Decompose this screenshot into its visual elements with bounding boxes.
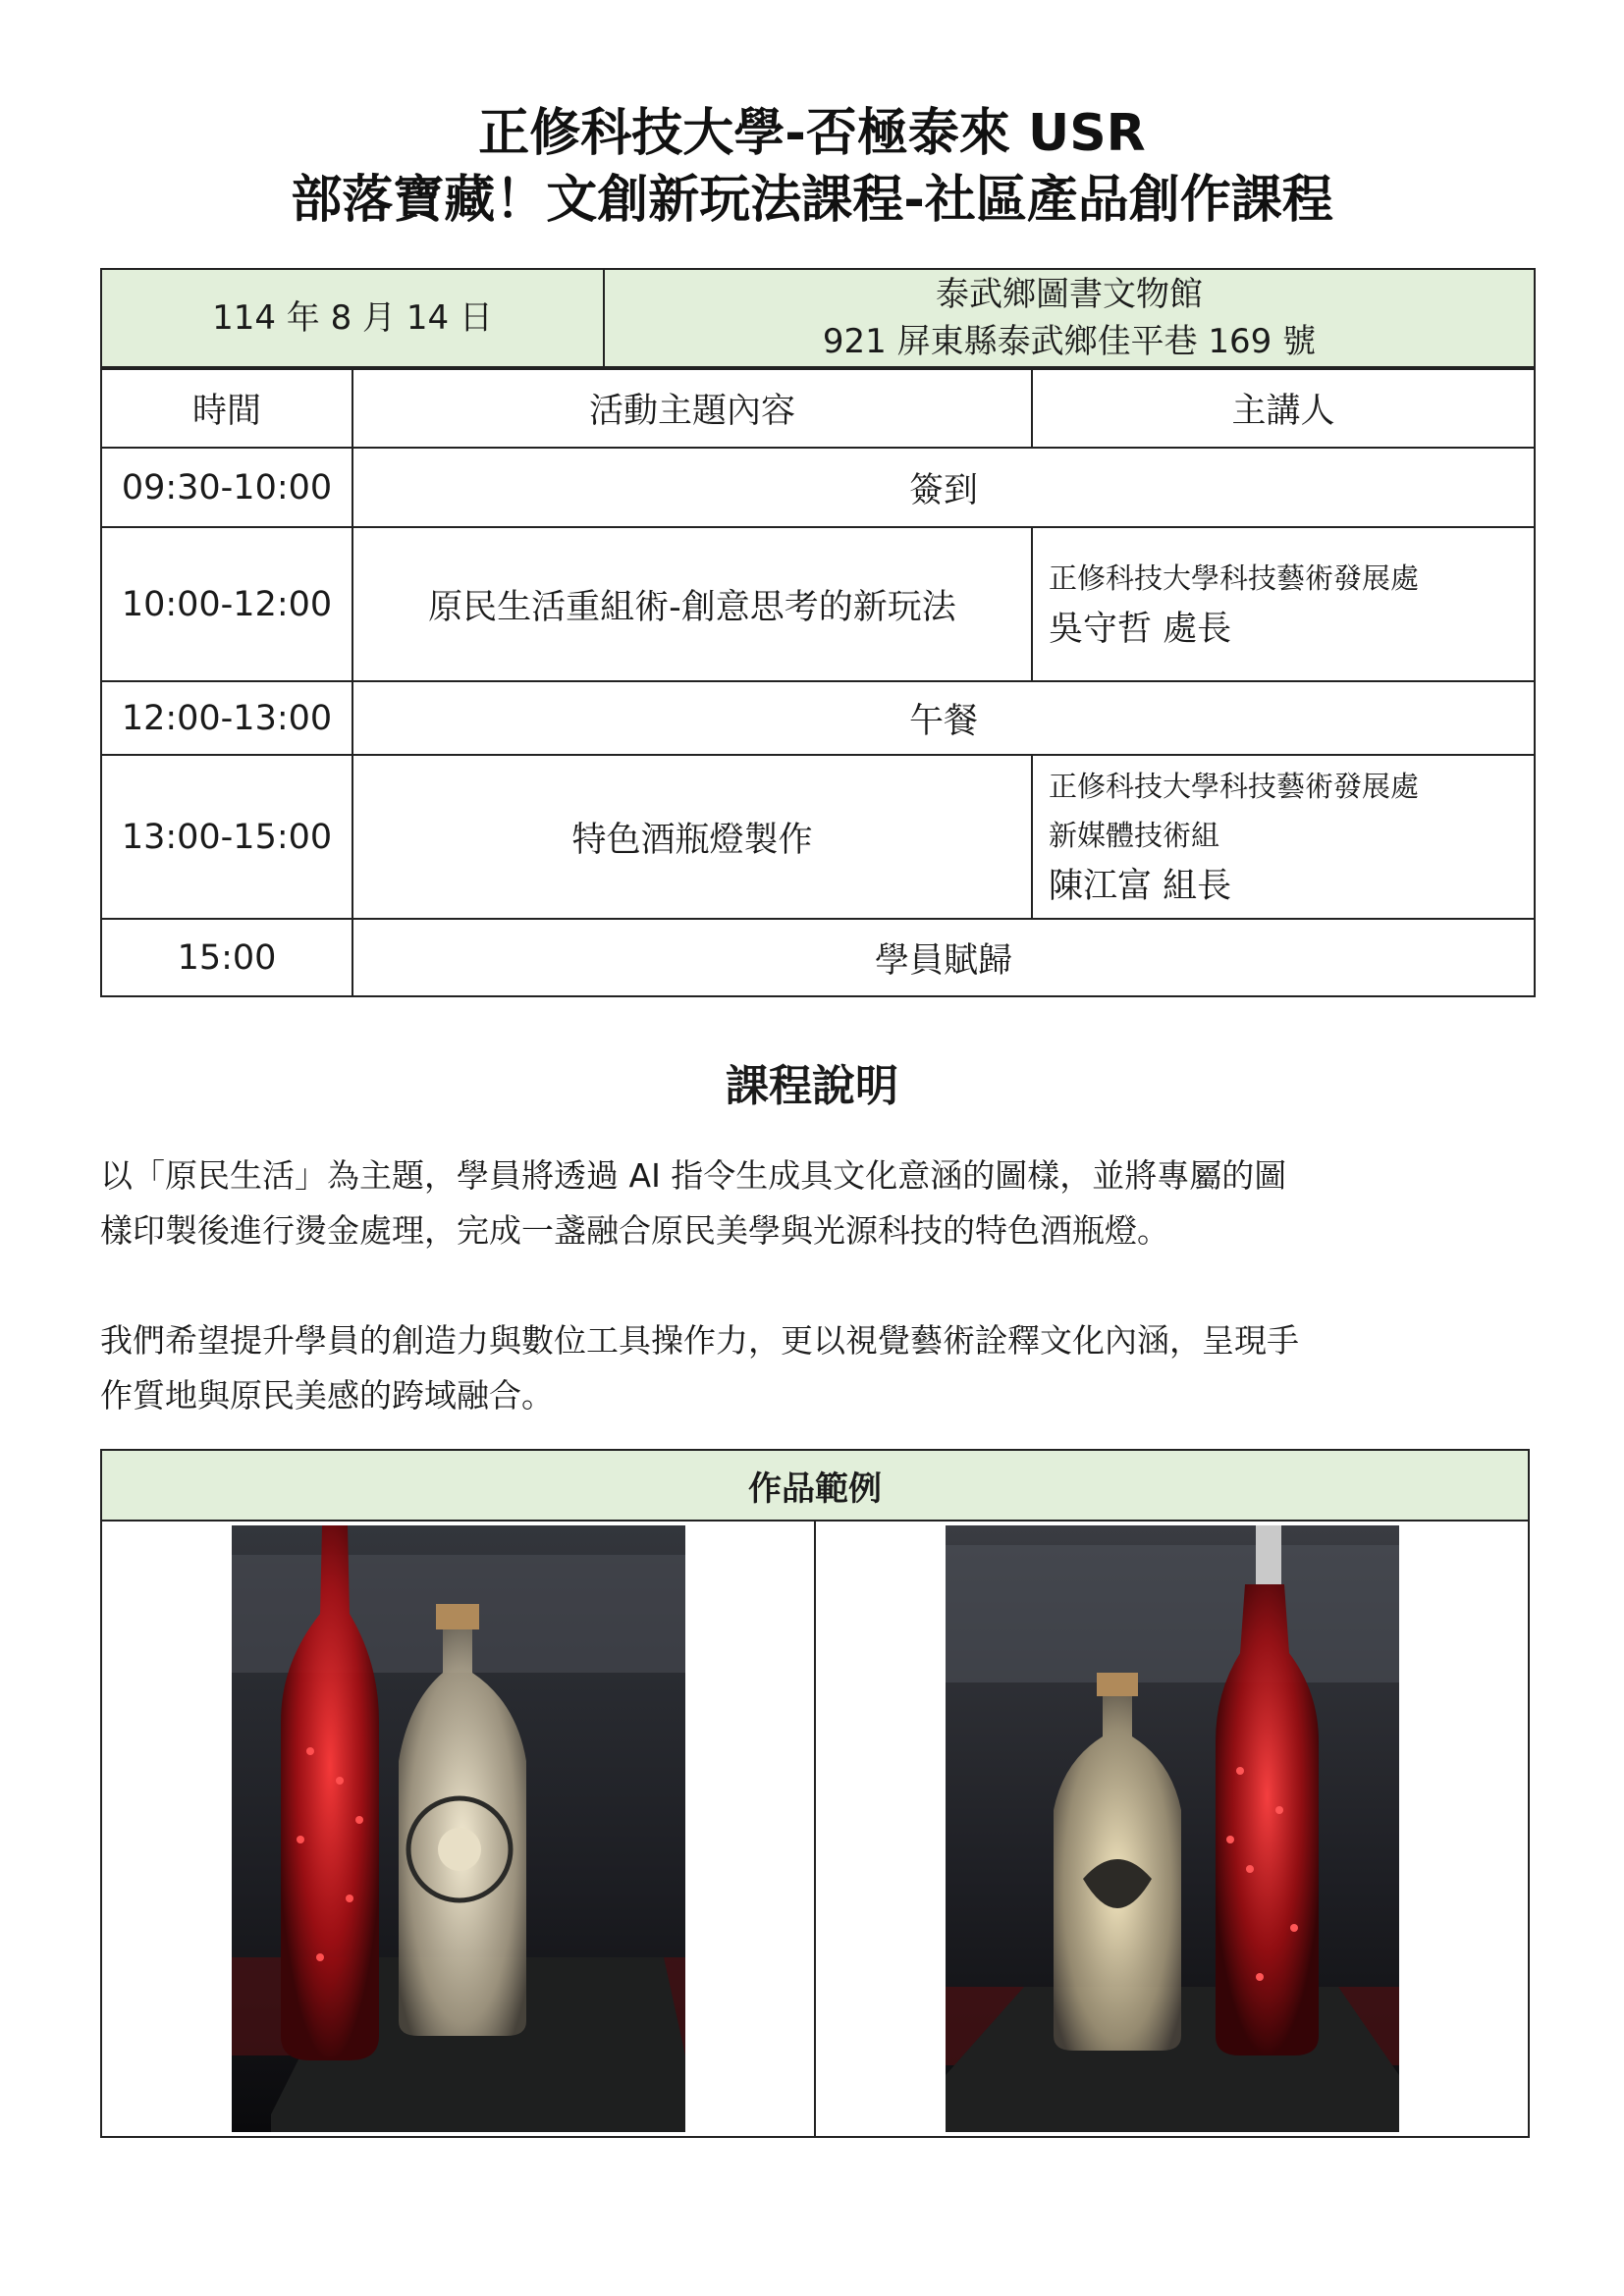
- row-topic: 特色酒瓶燈製作: [352, 755, 1032, 919]
- table-row: [101, 527, 1535, 681]
- event-location: [604, 269, 1535, 367]
- examples-table: [100, 1449, 1530, 2138]
- event-date: 114 年 8 月 14 日: [101, 269, 604, 367]
- speaker-name: 吳守哲 處長: [1049, 609, 1232, 649]
- venue-address: 921 屏東縣泰武鄉佳平巷 169 號: [822, 322, 1317, 361]
- row-topic: 學員賦歸: [352, 919, 1535, 996]
- speaker-name: 陳江富 組長: [1049, 866, 1232, 906]
- examples-caption: 作品範例: [101, 1450, 1529, 1521]
- row-speaker: [1032, 755, 1535, 919]
- example-photo-2: [946, 1525, 1399, 2132]
- row-time: 15:00: [101, 919, 352, 996]
- col-header-topic: 活動主題內容: [352, 369, 1032, 448]
- speaker-org: 正修科技大學科技藝術發展處: [1049, 769, 1420, 803]
- page-title-line1: 正修科技大學-否極泰來 USR: [478, 104, 1146, 163]
- row-topic: 午餐: [352, 681, 1535, 755]
- description-paragraph-2: 我們希望提升學員的創造力與數位工具操作力，更以視覺藝術詮釋文化內涵，呈現手 作質地與原民美感的跨域融合。: [100, 1321, 1299, 1415]
- speaker-unit: 新媒體技術組: [1049, 818, 1220, 852]
- row-topic: 原民生活重組術-創意思考的新玩法: [352, 527, 1032, 681]
- table-row: [101, 681, 1535, 755]
- row-time: 10:00-12:00: [101, 527, 352, 681]
- col-header-time: 時間: [101, 369, 352, 448]
- row-speaker: [1032, 527, 1535, 681]
- col-header-speaker: 主講人: [1032, 369, 1535, 448]
- table-row: [101, 755, 1535, 919]
- page-title-line2: 部落寶藏！文創新玩法課程-社區產品創作課程: [291, 171, 1333, 230]
- table-row: [101, 448, 1535, 527]
- event-info-table: [100, 268, 1536, 368]
- venue-name: 泰武鄉圖書文物館: [936, 275, 1203, 314]
- row-time: 13:00-15:00: [101, 755, 352, 919]
- row-topic: 簽到: [352, 448, 1535, 527]
- table-row: [101, 919, 1535, 996]
- example-photo-1: [232, 1525, 685, 2132]
- section-title: 課程說明: [726, 1061, 898, 1111]
- speaker-org: 正修科技大學科技藝術發展處: [1049, 561, 1420, 595]
- schedule-table: [100, 368, 1536, 997]
- row-time: 09:30-10:00: [101, 448, 352, 527]
- row-time: 12:00-13:00: [101, 681, 352, 755]
- description-paragraph-1: 以「原民生活」為主題，學員將透過 AI 指令生成具文化意涵的圖樣，並將專屬的圖 樣印製後進行燙金處理，完成一盞融合原民美學與光源科技的特色酒瓶燈。: [100, 1156, 1287, 1250]
